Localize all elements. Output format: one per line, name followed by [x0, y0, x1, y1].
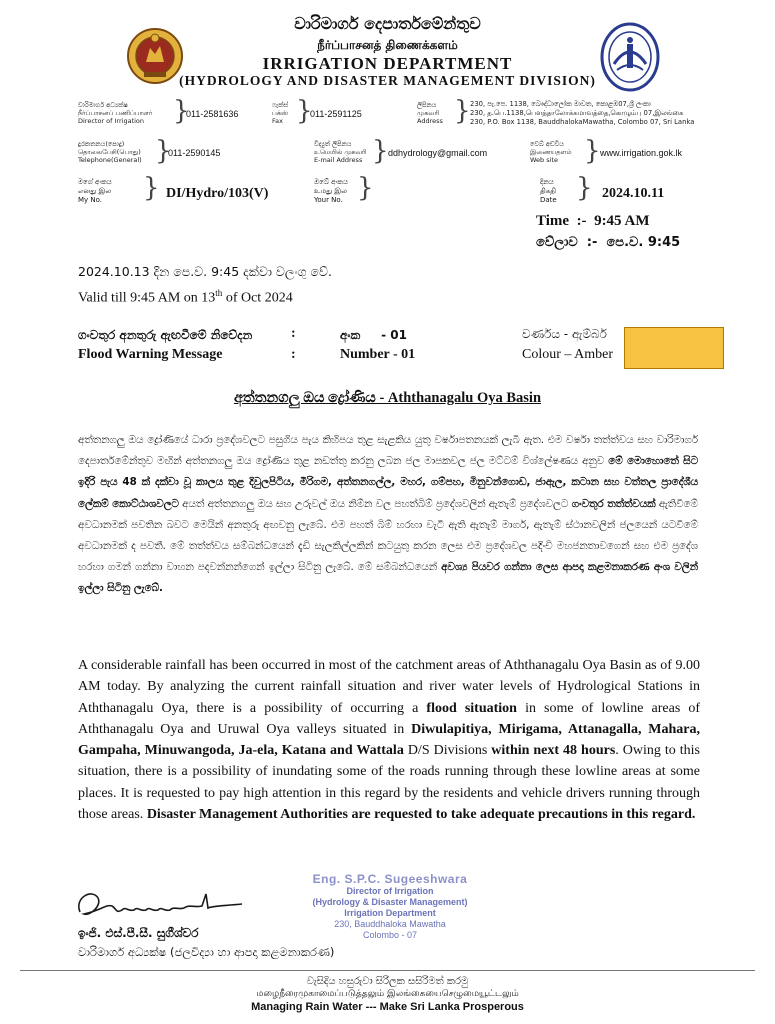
website-label: වෙබ් අඩවිය இணையதளம் Web site: [530, 140, 572, 164]
warning-colour-sinhala: වර්ණය - ඇම්බර්: [522, 327, 607, 341]
website-url: www.irrigation.gok.lk: [600, 148, 683, 158]
warning-colour-english: Colour – Amber: [522, 347, 613, 362]
telephone-label: දුරකතනය(පොදු) தொலைபேசி(பொது) Telephone(General): [78, 140, 142, 164]
email-label: විද්‍යුත් ලිපිනය உமெயில் முகவரி E-mail Address: [314, 140, 367, 164]
header-division: (HYDROLOGY AND DISASTER MANAGEMENT DIVISION): [179, 73, 596, 88]
footer-english: Managing Rain Water --- Make Sri Lanka Prosperous: [251, 1001, 524, 1013]
brace-divider: }: [296, 96, 313, 126]
brace-divider: }: [372, 136, 389, 166]
my-reference-number: DI/Hydro/103(V): [166, 186, 269, 201]
signatory-name: ඉංජි. එස්.පී.සී. සුගීශ්වර: [78, 926, 199, 940]
validity-sinhala: 2024.10.13 දින පෙ.ව. 9:45 දක්වා වලංගු වේ.: [78, 264, 333, 279]
warning-colon: :: [291, 347, 296, 362]
footer-tamil: மழைநீரைமுகாமைப்படுத்தலும் இலங்கையைசெழுமையூட்டலும்: [256, 989, 519, 999]
brace-divider: }: [143, 173, 160, 203]
director-phone: 011-2581636: [186, 109, 239, 119]
header-english-title: IRRIGATION DEPARTMENT: [262, 54, 513, 73]
warning-number-english: Number - 01: [340, 347, 416, 362]
footer-divider: [20, 970, 755, 971]
address-value: 230, පැ.පෙ. 1138, බෞද්ධාලෝක මාවත, කොළඹ07,ශ්‍රී ලංකා 230, த.பெ.1138,பௌத்தாலோக்கமாவத்தை,கொழும்பு 07,இலங்கை 230, P.O. Box 1138, BauddhalokaMawatha, Colombo 07, Sri Lanka: [470, 100, 695, 126]
document-date: 2024.10.11: [602, 186, 665, 201]
time-english: Time :- 9:45 AM: [536, 213, 650, 229]
official-stamp: Eng. S.P.C. Sugeeshwara Director of Irrigation (Hydrology & Disaster Management) Irrigation Department 230, Bauddhaloka Mawatha Colombo - 07: [312, 872, 468, 940]
header-sinhala-title: වාරිමාර්ග දෙපාර්තමේන්තුව: [294, 14, 481, 33]
warning-colon: :: [291, 326, 296, 341]
header-tamil-title: நீர்ப்பாசனத் திணைக்களம்: [317, 38, 458, 52]
warning-label-english: Flood Warning Message: [78, 347, 223, 362]
warning-number-sinhala: අංක - 01: [340, 328, 407, 342]
brace-divider: }: [357, 173, 374, 203]
time-sinhala: වේලාව :- පෙ.ව. 9:45: [536, 235, 681, 250]
amber-colour-swatch: [624, 327, 724, 369]
date-label: දිනය திகதி Date: [540, 178, 557, 204]
director-label: වාරිමාර්ග අධ්‍යක්ෂ நீர்ப்பாசனப் பணிப்பாளர் Director of Irrigation: [78, 101, 153, 125]
fax-number: 011-2591125: [310, 109, 362, 119]
validity-english: Valid till 9:45 AM on 13th of Oct 2024: [78, 288, 293, 306]
brace-divider: }: [155, 136, 172, 166]
signatory-title: වාරිමාර්ග අධ්‍යක්ෂ (ජලවිද්‍යා හා ආපදා කළමනාකරණ): [78, 945, 335, 959]
warning-label-sinhala: ගංවතුර අනතුරු ඇඟවීමේ නිවේදන: [78, 328, 253, 342]
my-no-label: මගේ අංකය எனது இல My No.: [78, 178, 112, 204]
brace-divider: }: [584, 136, 601, 166]
fax-label: ෆැක්ස් பக்ஸ் Fax: [272, 101, 289, 125]
brace-divider: }: [454, 96, 471, 126]
address-label: ලිපිනය முகவரி Address: [417, 101, 443, 125]
telephone-number: 011-2590145: [168, 148, 221, 158]
basin-title: අත්තනගලු ඔය ද්‍රෝණිය - Aththanagalu Oya Basin: [233, 390, 542, 406]
email-address: ddhydrology@gmail.com: [388, 148, 488, 158]
english-paragraph: A considerable rainfall has been occurred in most of the catchment areas of Aththanagalu Oya Basin as of 9.00 AM today. By analyzing the current rainfall situation and river water levels of Hydrological Stations in Aththanagalu Oya, there is a possibility of occurring a flood situation in some of lowline areas of Aththanagalu Oya and Uruwal Oya valleys situated in Diwulapitiya, Mirigama, Attanagalla, Mahara, Gampaha, Minuwangoda, Ja-ela, Katana and Wattala D/S Divisions within next 48 hours. Owing to this situation, there is a possibility of inundating some of the roads running through these lowline areas at some places. It is requested to pay high attention in this regard by the residents and vehicle drivers running through those areas. Disaster Management Authorities are requested to take adequate precautions in this regard.: [78, 658, 701, 823]
your-no-label: ඔබේ අංකය உமது இல Your No.: [314, 178, 348, 204]
handwritten-signature: [72, 884, 252, 928]
footer-sinhala: වැසිදිය හසුරුවා සිරිලක සසිරිමත් කරමු: [306, 976, 469, 987]
brace-divider: }: [173, 96, 190, 126]
sinhala-paragraph: අත්තනගලු ඔය ද්‍රෝණියේ ධාරා ප්‍රදේශවලට පසුගිය පැය කිහිපය තුළ සැළකිය යුතු වර්ෂාපතනයක් ලැබී ඇත. එම වර්ෂා තත්ත්වය සහ වාරිමාර්ග දෙපාර්තමේන්තුව මඟින් අත්තනගලු ඔය ද්‍රෝණිය තුළ නඩත්තු කරනු ලබන ජල මාපකවල ජල මට්ටම් විශ්ලේෂණය අනුව මේ මොහොතේ සිට ඉදිරි පැය 48 ක් දක්වා වූ කාලය තුළ දිවුලපිටිය, මීරිගම, අත්තනගල්ල, මහර, ගම්පහ, මිනුවන්ගොඩ, ජාඇල, කටාන සහ වත්තල ප්‍රාදේශීය ලේකම් කොට්ඨාශවලට අයත් අත්තනගලු ඔය සහ උරුවල් ඔය නිම්න වල පහත්බිම් ප්‍රදේශවලින් ඇතැම් ප්‍රදේශවලට ගංවතුර තත්ත්වයක් ඇතිවීමේ අවධානමක් පවතින බවට මෙයින් අනතුරු අඟවනු ලැබේ. එම පහත් බිම් හරහා වැටී ඇති ඇතැම් මාර්ග, ඇතැම් ස්ථානවලින් ජලයෙන් යටවීමේ අවධානමක් ද පවතී. මේ තත්ත්වය සම්බන්ධයෙන් දැඩි සැලකිල්ලකින් කටයුතු කරන ලෙස එම ප්‍රදේශවල පදිංචි මහජනතාවගෙන් සහ එම ප්‍රදේශ හරහා ගමන් ගන්නා වාහන පදවන්නන්ගෙන් ඉල්ලා සිටිනු ලැබේ. මේ සම්බන්ධයෙන් අවශ්‍ය පියවර ගන්නා ලෙස ආපදා කළමනාකරණ අංශ වලින් ඉල්ලා සිටිනු ලැබේ.: [78, 434, 698, 595]
brace-divider: }: [576, 173, 593, 203]
